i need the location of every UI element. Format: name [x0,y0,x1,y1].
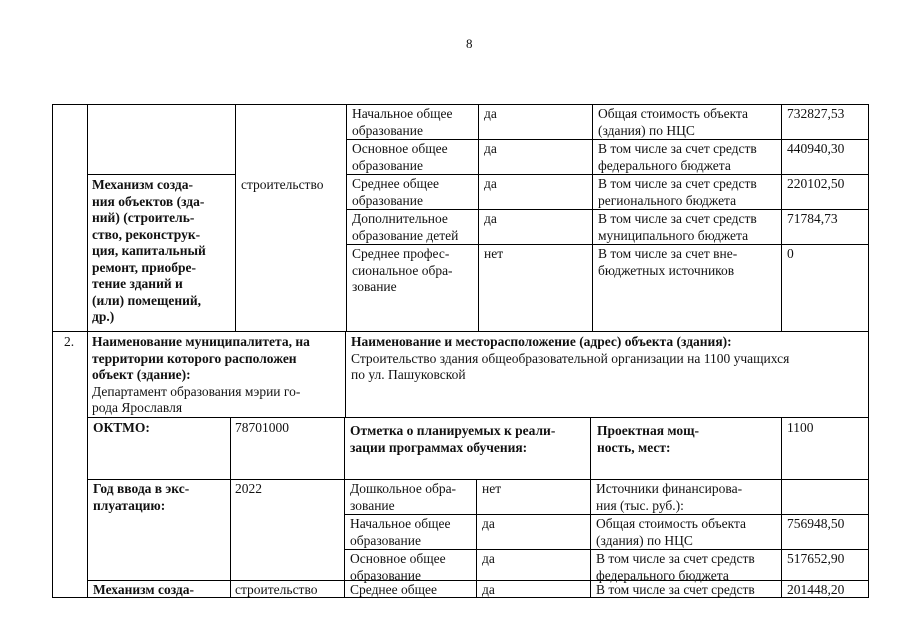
mechanism-label: ния объектов (зда- [92,193,205,209]
finance-value: 201448,20 [787,582,845,597]
education-level: образование [350,532,421,548]
year-label: плуатацию: [93,497,166,513]
finance-item: бюджетных источников [598,262,735,278]
mechanism-label: ний) (строитель- [92,210,195,225]
table-rule [235,104,236,332]
education-flag: нет [482,481,502,496]
financing-table [52,104,869,598]
education-flag: да [484,211,497,226]
table-rule [346,174,869,175]
education-level: зование [350,497,395,513]
municipality-label: объект (здание): [92,367,191,382]
table-rule [346,244,869,245]
mechanism-value: строительство [235,582,318,597]
mechanism-label: ство, реконструк- [92,226,201,242]
education-level: Среднее профес- [352,246,450,261]
finance-item: ния (тыс. руб.): [596,497,684,513]
capacity-value: 1100 [787,420,814,435]
finance-value: 517652,90 [787,551,845,566]
education-level: Начальное общее [350,516,451,531]
table-rule [87,417,869,418]
education-flag: нет [484,246,504,261]
row-number: 2. [64,334,75,349]
finance-item: Источники финансирова- [596,481,743,496]
table-rule [87,104,88,332]
table-rule [346,139,869,140]
mechanism-label: др.) [92,309,115,324]
education-level: сиональное обра- [352,262,453,278]
finance-item: (здания) по НЦС [598,122,695,138]
education-level: Начальное общее [352,106,453,121]
finance-value: 756948,50 [787,516,845,531]
education-flag: да [482,516,495,531]
finance-item: В том числе за счет вне- [598,246,738,261]
education-level: Среднее общее [352,176,440,191]
mechanism-value: строительство [241,177,324,192]
capacity-label: ность, мест: [597,439,671,455]
oktmo-label: ОКТМО: [93,420,150,435]
municipality-value: рода Ярославля [92,400,183,415]
table-rule [87,174,236,175]
programs-label: зации программах обучения: [350,439,528,455]
finance-item: В том числе за счет средств [598,211,757,226]
table-rule [87,479,869,480]
object-label: Наименование и месторасположение (адрес) объекта (здания): [351,334,732,349]
oktmo-value: 78701000 [235,420,289,435]
education-level: образование детей [352,227,459,243]
finance-value: 440940,30 [787,141,845,156]
education-flag: да [482,551,495,566]
table-rule [344,549,869,550]
education-flag: да [484,141,497,156]
table-rule [52,331,869,332]
capacity-label: Проектная мощ- [597,423,700,438]
year-value: 2022 [235,481,262,496]
finance-item: В том числе за счет средств [598,141,757,156]
table-rule [344,417,345,598]
page-number: 8 [466,36,473,51]
education-level: образование [352,122,423,138]
finance-value: 732827,53 [787,106,845,121]
finance-item: В том числе за счет средств [598,176,757,191]
municipality-label: территории которого расположен [92,350,297,366]
table-rule [230,417,231,598]
table-rule [781,417,782,480]
finance-item: муниципального бюджета [598,227,749,243]
education-level: Дополнительное [352,211,448,226]
table-rule [345,331,346,418]
table-rule [868,104,869,598]
education-flag: да [482,582,495,597]
mechanism-label: (или) помещений, [92,292,202,308]
education-level: Основное общее [352,141,448,156]
mechanism-label: тение зданий и [92,276,183,291]
education-flag: да [484,176,497,191]
education-level: зование [352,279,397,294]
municipality-value: Департамент образования мэрии го- [92,383,301,399]
object-value: Строительство здания общеобразовательной организации на 1100 учащихся [351,350,790,366]
table-rule [346,209,869,210]
object-value: по ул. Пашуковской [351,367,466,382]
year-label: Год ввода в экс- [93,481,190,496]
table-rule [590,417,591,598]
mechanism-label: ция, капитальный [92,243,206,258]
finance-value: 220102,50 [787,176,845,191]
education-level: образование [352,157,423,173]
table-rule [344,514,869,515]
mechanism-label: ремонт, приобре- [92,259,196,275]
mechanism-label: Механизм созда- [92,177,193,192]
finance-item: (здания) по НЦС [596,532,693,548]
finance-item: федерального бюджета [598,157,731,173]
education-level: образование [352,192,423,208]
table-rule [87,580,345,581]
table-rule [87,331,88,598]
finance-value: 71784,73 [787,211,838,226]
table-rule [52,104,53,598]
education-level: Дошкольное обра- [350,481,457,496]
mechanism-label: Механизм созда- [93,582,194,597]
municipality-label: Наименование муниципалитета, на [92,334,310,349]
finance-item: В том числе за счет средств [596,582,755,597]
finance-item: федерального бюджета [596,567,729,583]
education-flag: да [484,106,497,121]
programs-label: Отметка о планируемых к реали- [350,423,556,438]
education-level: образование [350,567,421,583]
finance-item: В том числе за счет средств [596,551,755,566]
education-level: Среднее общее [350,582,438,597]
education-level: Основное общее [350,551,446,566]
finance-item: Общая стоимость объекта [596,516,747,531]
finance-item: регионального бюджета [598,192,737,208]
finance-value: 0 [787,246,794,261]
table-rule [52,104,869,105]
finance-item: Общая стоимость объекта [598,106,749,121]
